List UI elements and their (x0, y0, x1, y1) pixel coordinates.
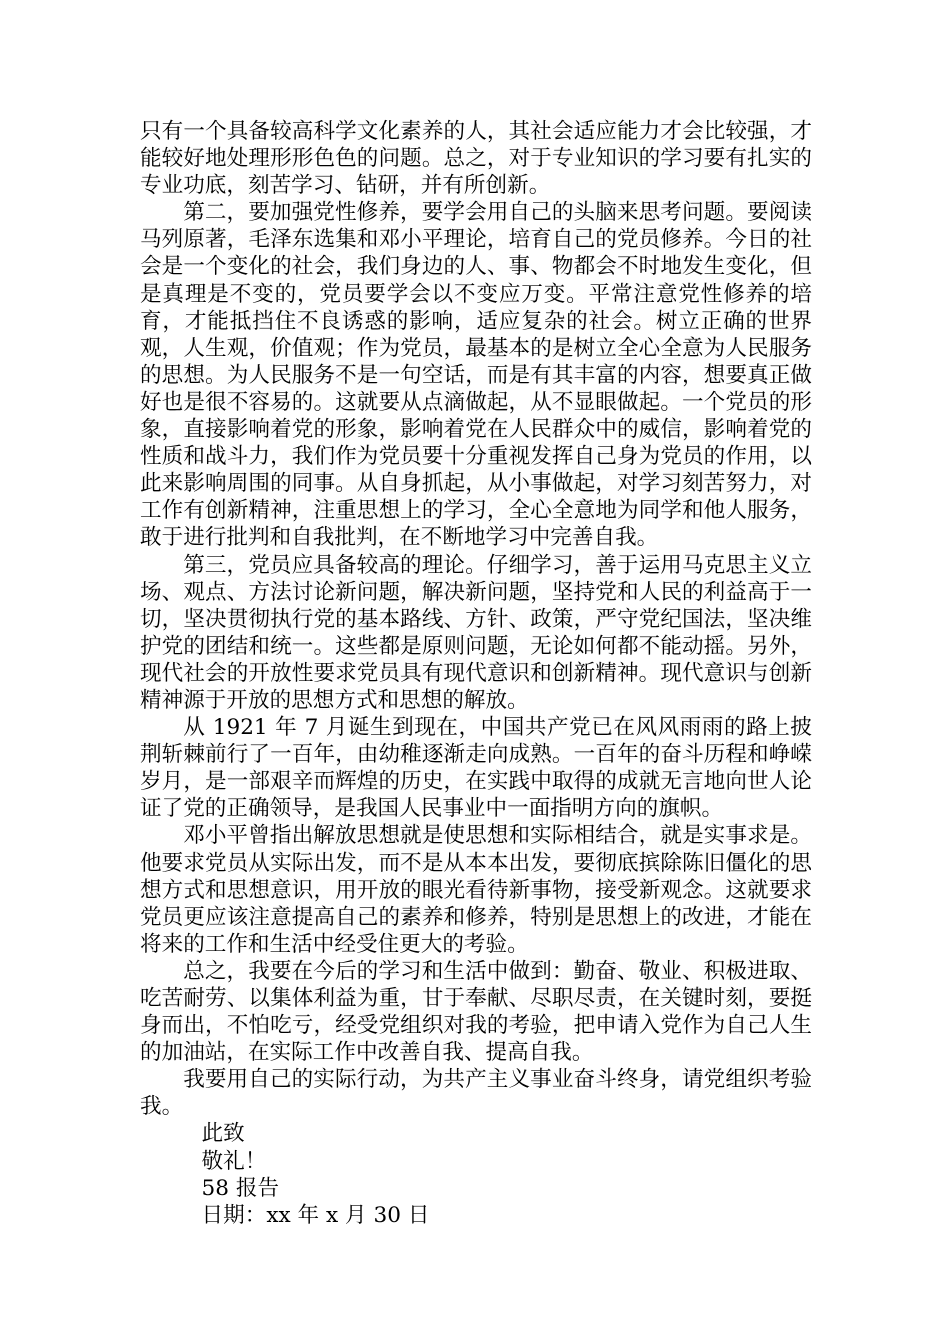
paragraph-continuation: 只有一个具备较高科学文化素养的人，其社会适应能力才会比较强，才能较好地处理形形色色的问题。总之，对于专业知识的学习要有扎实的专业功底，刻苦学习、钻研，并有所创新。 (140, 119, 812, 199)
paragraph-summary: 总之，我要在今后的学习和生活中做到：勤奋、敬业、积极进取、吃苦耐劳、以集体利益为重，甘于奉献、尽职尽责，在关键时刻，要挺身而出，不怕吃亏，经受党组织对我的考验，把申请入党作为自己人生的加油站，在实际工作中改善自我、提高自我。 (140, 958, 812, 1066)
signature: 58 报告 (201, 1175, 280, 1201)
paragraph-deng-xiaoping: 邓小平曾指出解放思想就是使思想和实际相结合，就是实事求是。他要求党员从实际出发，而不是从本本出发，要彻底摈除陈旧僵化的思想方式和思想意识，用开放的眼光看待新事物，接受新观念。这就要求党员更应该注意提高自己的素养和修养，特别是思想上的改进，才能在将来的工作和生活中经受住更大的考验。 (140, 823, 812, 957)
closing-salutation: 此致 (201, 1121, 245, 1147)
paragraph-second-point: 第二，要加强党性修养，要学会用自己的头脑来思考问题。要阅读马列原著，毛泽东选集和邓小平理论，培育自己的党员修养。今日的社会是一个变化的社会，我们身边的人、事、物都会不时地发生变化，但是真理是不变的，党员要学会以不变应万变。平常注意党性修养的培育，才能抵挡住不良诱惑的影响，适应复杂的社会。树立正确的世界观，人生观，价值观；作为党员，最基本的是树立全心全意为人民服务的思想。为人民服务不是一句空话，而是有其丰富的内容，想要真正做好也是很不容易的。这就要从点滴做起，从不显眼做起。一个党员的形象，直接影响着党的形象，影响着党在人民群众中的威信，影响着党的性质和战斗力，我们作为党员要十分重视发挥自己身为党员的作用，以此来影响周围的同事。从自身抓起，从小事做起，对学习刻苦努力，对工作有创新精神，注重思想上的学习，全心全意地为同学和他人服务，敢于进行批判和自我批判，在不断地学习中完善自我。 (140, 200, 812, 551)
document-page (140, 118, 812, 1229)
paragraph-commitment: 我要用自己的实际行动，为共产主义事业奋斗终身，请党组织考验我。 (140, 1067, 812, 1120)
date-line: 日期：xx 年 x 月 30 日 (201, 1202, 430, 1228)
closing-regards: 敬礼！ (201, 1148, 267, 1174)
paragraph-party-history: 从 1921 年 7 月诞生到现在，中国共产党已在风风雨雨的路上披荆斩棘前行了一百年，由幼稚逐渐走向成熟。一百年的奋斗历程和峥嵘岁月，是一部艰辛而辉煌的历史，在实践中取得的成就无言地向世人论证了党的正确领导，是我国人民事业中一面指明方向的旗帜。 (140, 715, 812, 822)
paragraph-third-point: 第三，党员应具备较高的理论。仔细学习，善于运用马克思主义立场、观点、方法讨论新问题，解决新问题，坚持党和人民的利益高于一切，坚决贯彻执行党的基本路线、方针、政策，严守党纪国法，坚决维护党的团结和统一。这些都是原则问题，无论如何都不能动摇。另外，现代社会的开放性要求党员具有现代意识和创新精神。现代意识与创新精神源于开放的思想方式和思想的解放。 (140, 552, 812, 713)
